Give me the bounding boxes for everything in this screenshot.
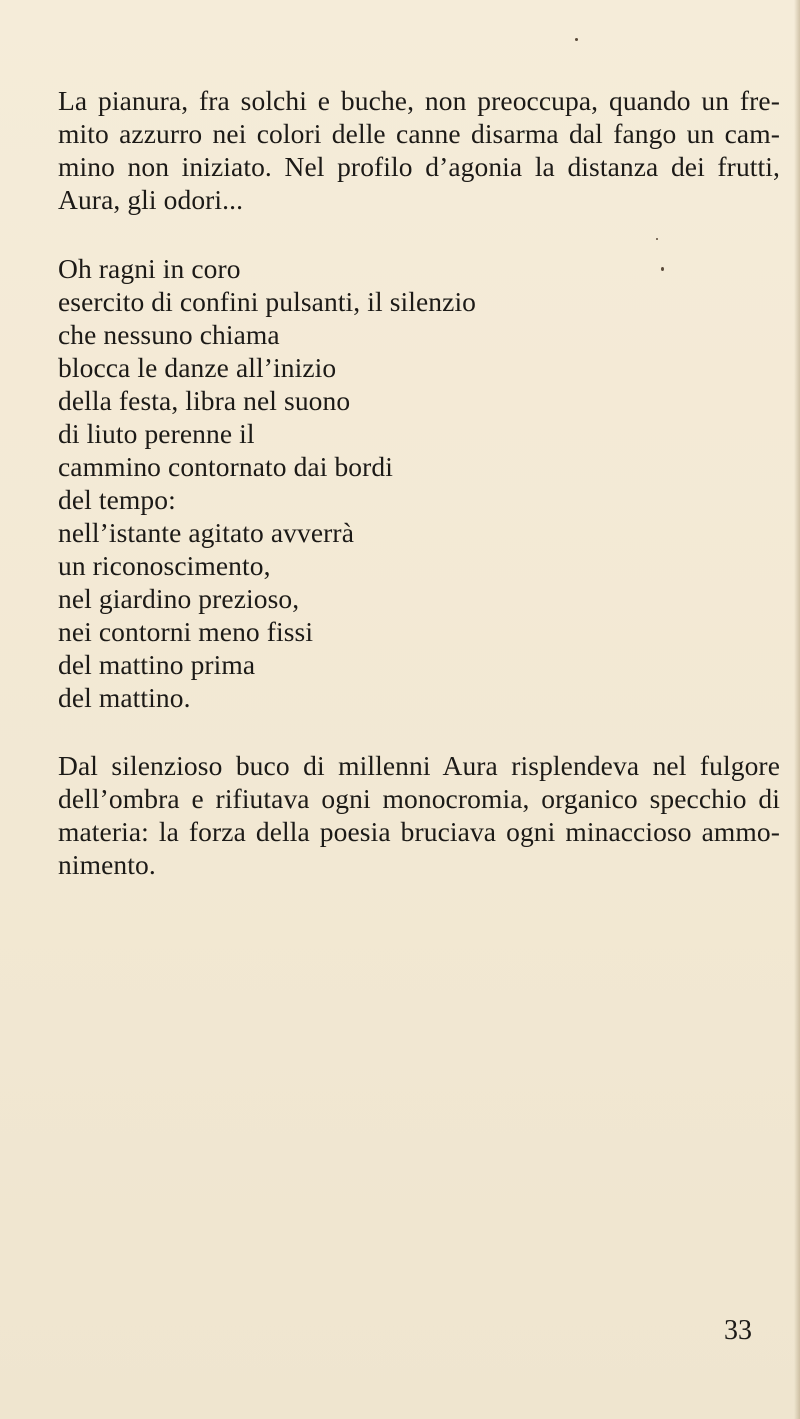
poem-line: nell’istante agitato avverrà [58,517,354,548]
text-line: mino non iniziato. Nel profilo d’agonia la distanza dei frutti, [58,151,780,182]
text-line: dell’ombra e rifiutava ogni monocromia, organico specchio di [58,783,780,814]
poem-line: cammino contornato dai bordi [58,451,394,482]
poem-line: nei contorni meno fissi [58,616,314,647]
text-line: nimento. [58,849,156,880]
text-line: La pianura, fra solchi e buche, non preoccupa, quando un fre- [58,85,780,116]
poem-line: del mattino prima [58,649,256,680]
poem-line: blocca le danze all’inizio [58,352,337,383]
opening-paragraph [58,84,780,216]
poem-line: che nessuno chiama [58,319,280,350]
poem-stanza [58,252,780,714]
page-edge-shadow [794,0,800,1419]
print-speck [575,38,578,41]
poem-line: esercito di confini pulsanti, il silenzio [58,286,477,317]
poem-line: Oh ragni in coro [58,253,241,284]
text-line: mito azzurro nei colori delle canne disarma dal fango un cam- [58,118,780,149]
closing-paragraph [58,749,780,881]
text-line: materia: la forza della poesia bruciava ogni minaccioso ammo- [58,816,780,847]
print-speck [656,238,658,240]
text-line: Dal silenzioso buco di millenni Aura risplendeva nel fulgore [58,750,780,781]
poem-line: un riconoscimento, [58,550,271,581]
poem-line: nel giardino prezioso, [58,583,300,614]
poem-line: del mattino. [58,682,191,713]
page-number: 33 [724,1315,752,1346]
poem-line: della festa, libra nel suono [58,385,351,416]
poem-line: di liuto perenne il [58,418,255,449]
text-line: Aura, gli odori... [58,184,244,215]
poem-line: del tempo: [58,484,176,515]
